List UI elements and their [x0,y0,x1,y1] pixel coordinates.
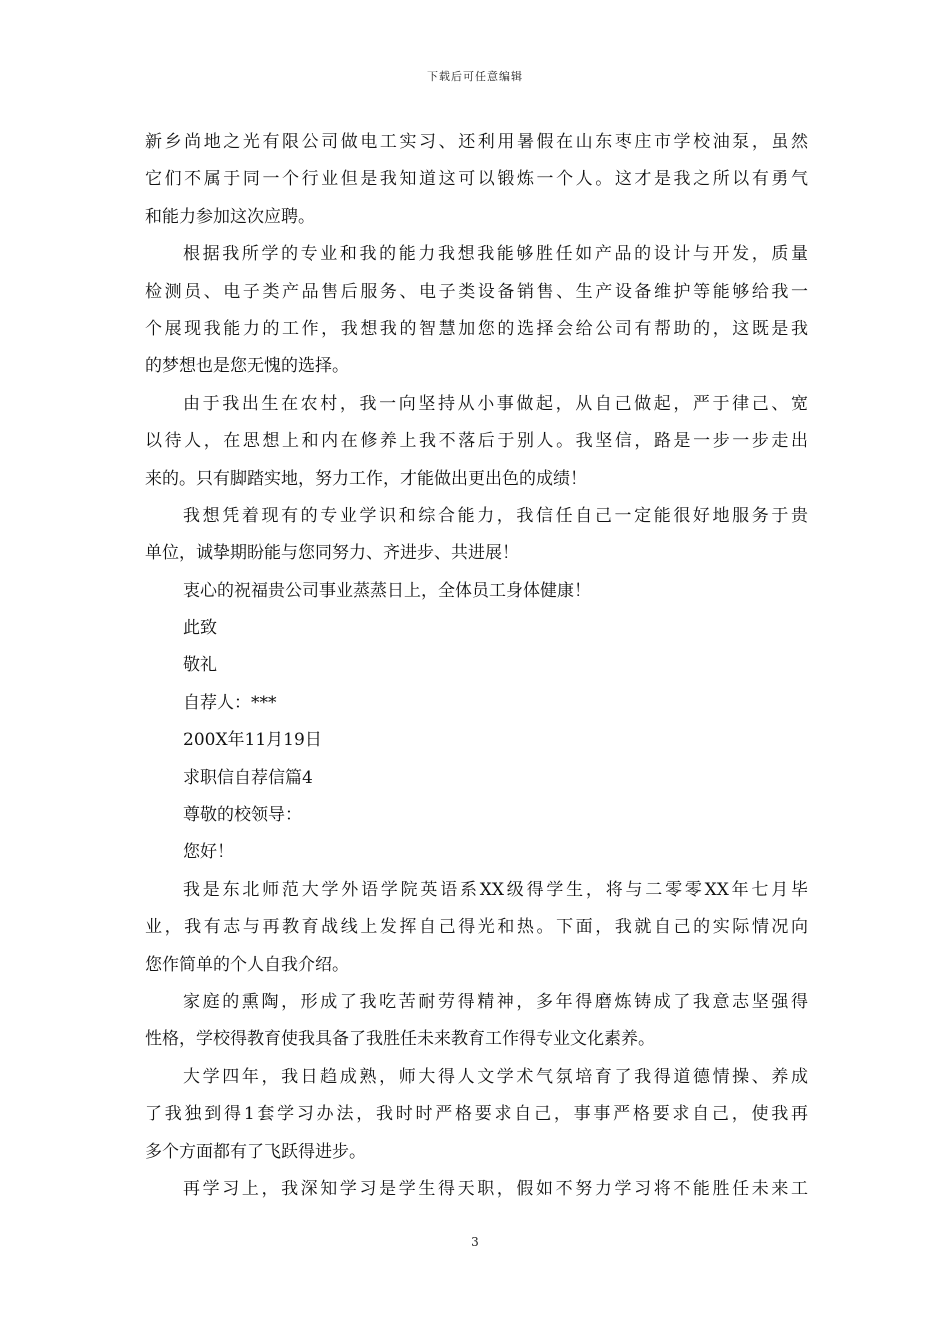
body-line: 它们不属于同一个行业但是我知道这可以锻炼一个人。这才是我之所以有勇气 [145,169,808,190]
body-line: 由于我出生在农村，我一向坚持从小事做起，从自己做起，严于律己、宽 [183,393,808,414]
salutation-line: 尊敬的校领导： [183,805,302,826]
body-line: 单位，诚挚期盼能与您同努力、齐进步、共进展！ [145,543,519,564]
body-line: 我是东北师范大学外语学院英语系XX级得学生，将与二零零XX年七月毕 [183,879,808,900]
body-line: 的梦想也是您无愧的选择。 [145,356,349,377]
body-line: 业，我有志与再教育战线上发挥自己得光和热。下面，我就自己的实际情况向 [145,917,808,938]
body-line: 和能力参加这次应聘。 [145,206,315,227]
body-line: 性格，学校得教育使我具备了我胜任未来教育工作得专业文化素养。 [145,1029,655,1050]
greeting-line: 您好！ [183,842,234,863]
body-line: 您作简单的个人自我介绍。 [145,954,349,975]
body-line: 衷心的祝福贵公司事业蒸蒸日上，全体员工身体健康！ [183,580,591,601]
body-line: 大学四年，我日趋成熟，师大得人文学术气氛培育了我得道德情操、养成 [183,1066,808,1087]
closing-line: 此致 [183,618,217,639]
page-header: 下载后可任意编辑 [427,70,523,83]
document-body [145,124,808,1208]
body-line: 我想凭着现有的专业学识和综合能力，我信任自己一定能很好地服务于贵 [183,505,808,526]
body-line: 了我独到得1套学习办法，我时时严格要求自己，事事严格要求自己，使我再 [145,1104,808,1125]
page-number: 3 [471,1235,479,1249]
body-line: 再学习上，我深知学习是学生得天职，假如不努力学习将不能胜任未来工 [183,1178,808,1199]
body-line: 家庭的熏陶，形成了我吃苦耐劳得精神，多年得磨炼铸成了我意志坚强得 [183,991,808,1012]
body-line: 根据我所学的专业和我的能力我想我能够胜任如产品的设计与开发，质量 [183,244,808,265]
body-line: 检测员、电子类产品售后服务、电子类设备销售、生产设备维护等能够给我一 [145,281,808,302]
body-line: 新乡尚地之光有限公司做电工实习、还利用暑假在山东枣庄市学校油泵，虽然 [145,132,808,152]
body-line: 多个方面都有了飞跃得进步。 [145,1141,366,1162]
closing-line: 敬礼 [183,655,217,676]
date-line: 200X年11月19日 [183,730,322,751]
body-line: 以待人，在思想上和内在修养上我不落后于别人。我坚信，路是一步一步走出 [145,431,808,452]
body-line: 来的。只有脚踏实地，努力工作，才能做出更出色的成绩！ [145,468,587,489]
body-line: 个展现我能力的工作，我想我的智慧加您的选择会给公司有帮助的，这既是我 [145,318,808,339]
signature-line: 自荐人：*** [183,692,277,713]
section-title: 求职信自荐信篇4 [183,767,313,788]
